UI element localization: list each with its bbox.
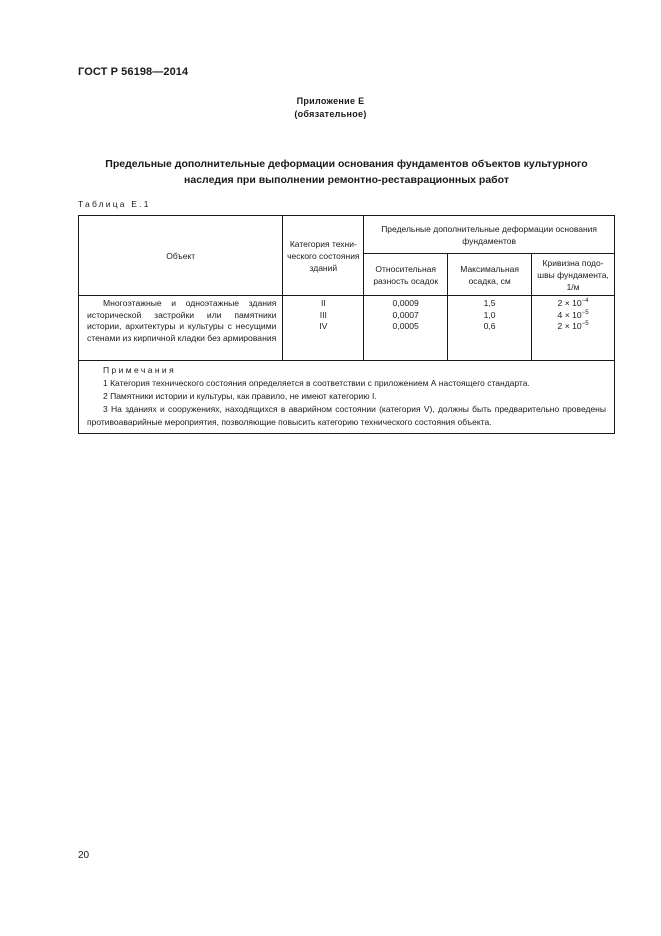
deformation-table [78,215,615,434]
category-value: IV [319,321,328,331]
curvature-value: $2 \times 10^{-5}$ [557,321,589,331]
header-category: Категория техни-ческого состояния зданий [283,216,364,296]
header-deformation-group: Предельные дополнительные деформации основания фундаментов [364,216,615,254]
note-item: 3 На зданиях и сооружениях, находящихся в аварийном состоянии (категория V), должны быть предварительно проведены противоаварийные мероприятия, позволяющие повысить категорию технического состояния объекта. [87,404,606,427]
note-item: 1 Категория технического состояния определяется в соответствии с приложением А настоящего стандарта. [103,378,530,388]
header-curvature: Кривизна подо-швы фундамента, 1/м [532,254,615,296]
note-item: 2 Памятники истории и культуры, как правило, не имеют категорию I. [103,391,377,401]
cell-object: Многоэтажные и одноэтажные здания исторической застройки или памятники истории, архитектуры и культуры с несущими стенами из кирпичной кладки без армирования [79,296,283,361]
relative-value: 0,0005 [392,321,419,331]
section-title-line2: наследия при выполнении ремонтно-реставрационных работ [184,174,509,186]
cell-relative-settlement [364,296,448,361]
header-object: Объект [79,216,283,296]
section-title-line1: Предельные дополнительные деформации основания фундаментов объектов культурного [105,158,588,170]
document-header: ГОСТ Р 56198—2014 [78,66,189,78]
max-settlement-value: 0,6 [483,321,496,331]
max-settlement-value: 1,0 [483,309,496,320]
header-relative-settlement: Относительная разность осадок [364,254,448,296]
relative-value: 0,0009 [392,298,419,308]
table-row [79,296,615,361]
cell-curvature [532,296,615,361]
category-value: III [319,309,327,320]
curvature-value: $4 \times 10^{-5}$ [557,309,589,320]
page-number: 20 [78,850,90,861]
cell-max-settlement [448,296,532,361]
cell-categories [283,296,364,361]
annex-status: (обязательное) [294,109,367,119]
relative-value: 0,0007 [392,309,419,320]
table-caption: Таблица Е.1 [78,199,151,209]
category-value: II [320,298,326,308]
annex-title: Приложение Е [296,96,365,106]
curvature-value: $2 \times 10^{-4}$ [557,298,589,308]
header-max-settlement: Максимальная осадка, см [448,254,532,296]
max-settlement-value: 1,5 [483,298,496,308]
notes-title: Примечания [103,365,177,375]
table-notes [79,361,615,434]
